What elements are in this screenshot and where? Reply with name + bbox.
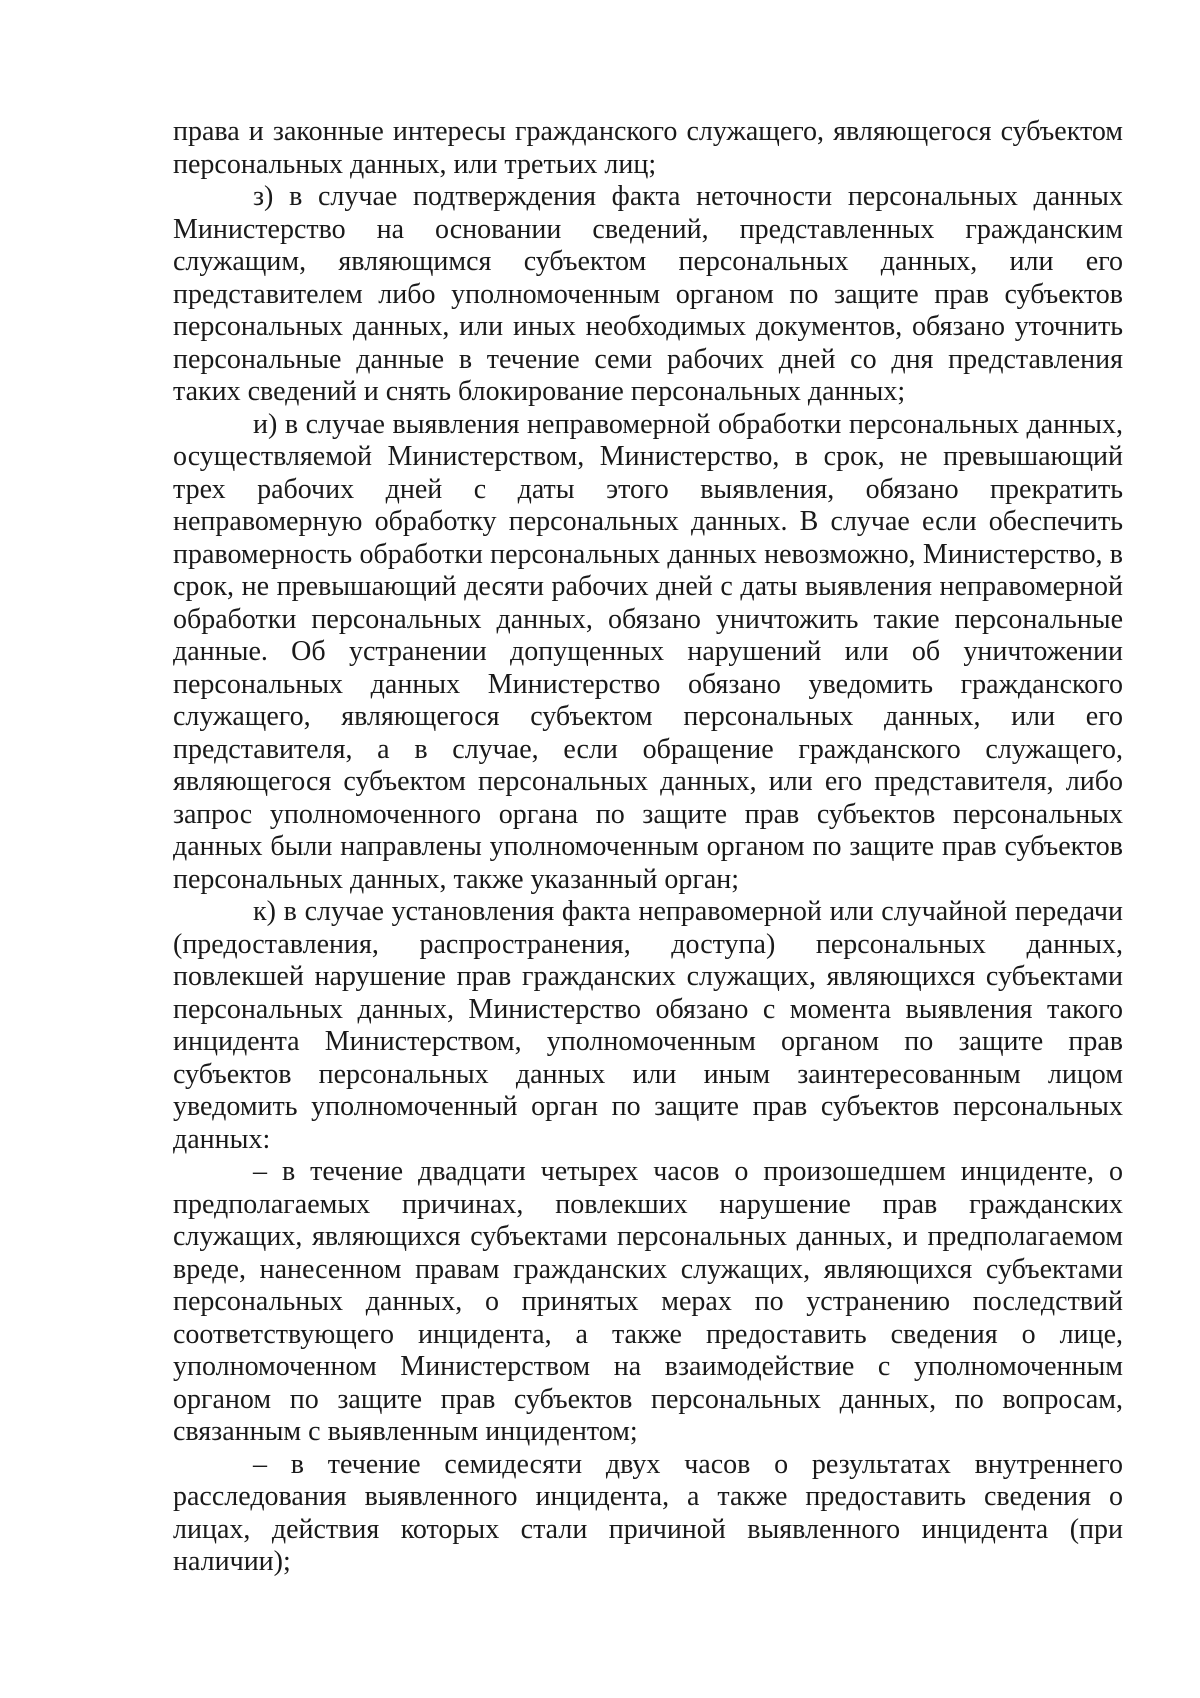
- document-page: [173, 116, 1123, 1579]
- paragraph-item-z: з) в случае подтверждения факта неточности персональных данных Министерство на основании сведений, представленных гражданским служащим, являющимся субъектом персональных данных, или его представителем либо уполномоченным органом по защите прав субъектов персональных данных, или иных необходимых документов, обязано уточнить персональные данные в течение семи рабочих дней со дня представления таких сведений и снять блокирование персональных данных;: [173, 181, 1123, 407]
- paragraph-dash-72-hours: – в течение семидесяти двух часов о результатах внутреннего расследования выявленного инцидента, а также предоставить сведения о лицах, действия которых стали причиной выявленного инцидента (при наличии);: [173, 1448, 1123, 1577]
- paragraph-dash-24-hours: – в течение двадцати четырех часов о произошедшем инциденте, о предполагаемых причинах, повлекших нарушение прав гражданских служащих, являющихся субъектами персональных данных, и предполагаемом вреде, нанесенном правам гражданских служащих, являющихся субъектами персональных данных, о принятых мерах по устранению последствий соответствующего инцидента, а также предоставить сведения о лице, уполномоченном Министерством на взаимодействие с уполномоченным органом по защите прав субъектов персональных данных, по вопросам, связанным с выявленным инцидентом;: [173, 1156, 1123, 1447]
- paragraph-item-i: и) в случае выявления неправомерной обработки персональных данных, осуществляемой Министерством, Министерство, в срок, не превышающий трех рабочих дней с даты этого выявления, обязано прекратить неправомерную обработку персональных данных. В случае если обеспечить правомерность обработки персональных данных невозможно, Министерство, в срок, не превышающий десяти рабочих дней с даты выявления неправомерной обработки персональных данных, обязано уничтожить такие персональные данные. Об устранении допущенных нарушений или об уничтожении персональных данных Министерство обязано уведомить гражданского служащего, являющегося субъектом персональных данных, или его представителя, а в случае, если обращение гражданского служащего, являющегося субъектом персональных данных, или его представителя, либо запрос уполномоченного органа по защите прав субъектов персональных данных были направлены уполномоченным органом по защите прав субъектов персональных данных, также указанный орган;: [173, 408, 1123, 895]
- paragraph-continuation: права и законные интересы гражданского служащего, являющегося субъектом персональных данных, или третьих лиц;: [173, 116, 1123, 180]
- paragraph-item-k: к) в случае установления факта неправомерной или случайной передачи (предоставления, распространения, доступа) персональных данных, повлекшей нарушение прав гражданских служащих, являющихся субъектами персональных данных, Министерство обязано с момента выявления такого инцидента Министерством, уполномоченным органом по защите прав субъектов персональных данных или иным заинтересованным лицом уведомить уполномоченный орган по защите прав субъектов персональных данных:: [173, 896, 1123, 1155]
